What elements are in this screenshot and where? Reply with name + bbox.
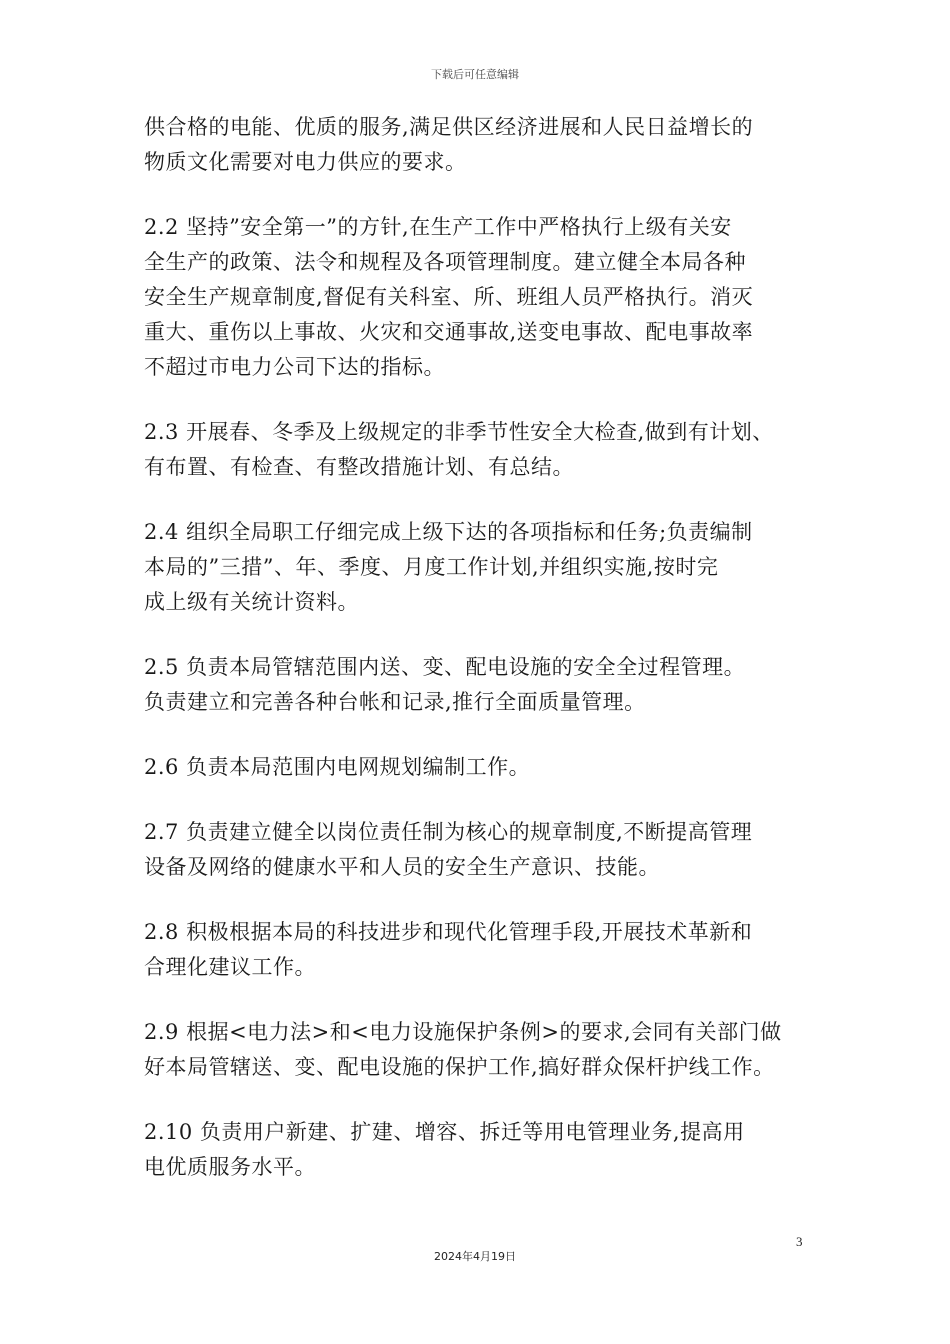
text-line: 2.2 坚持”安全第一”的方针,在生产工作中严格执行上级有关安 bbox=[144, 215, 732, 239]
footer-date: 2024年4月19日 bbox=[434, 1250, 516, 1263]
text-line: 重大、重伤以上事故、火灾和交通事故,送变电事故、配电事故率 bbox=[144, 320, 754, 344]
paragraph bbox=[144, 915, 824, 985]
text-line: 有布置、有检查、有整改措施计划、有总结。 bbox=[144, 455, 574, 479]
text-line: 物质文化需要对电力供应的要求。 bbox=[144, 150, 467, 174]
paragraph bbox=[144, 415, 824, 485]
text-line: 本局的”三措”、年、季度、月度工作计划,并组织实施,按时完 bbox=[144, 555, 719, 579]
text-line: 合理化建议工作。 bbox=[144, 955, 316, 979]
text-line: 2.7 负责建立健全以岗位责任制为核心的规章制度,不断提高管理 bbox=[144, 820, 753, 844]
paragraph bbox=[144, 750, 824, 785]
text-line: 安全生产规章制度,督促有关科室、所、班组人员严格执行。消灭 bbox=[144, 285, 754, 309]
text-line: 全生产的政策、法令和规程及各项管理制度。建立健全本局各种 bbox=[144, 250, 746, 274]
text-line: 2.5 负责本局管辖范围内送、变、配电设施的安全全过程管理。 bbox=[144, 655, 746, 679]
text-line: 2.9 根据<电力法>和<电力设施保护条例>的要求,会同有关部门做 bbox=[144, 1020, 782, 1044]
text-line: 不超过市电力公司下达的指标。 bbox=[144, 355, 445, 379]
text-line: 2.8 积极根据本局的科技进步和现代化管理手段,开展技术革新和 bbox=[144, 920, 753, 944]
text-line: 供合格的电能、优质的服务,满足供区经济进展和人民日益增长的 bbox=[144, 115, 754, 139]
text-line: 好本局管辖送、变、配电设施的保护工作,搞好群众保杆护线工作。 bbox=[144, 1055, 775, 1079]
paragraph bbox=[144, 110, 824, 180]
text-line: 2.6 负责本局范围内电网规划编制工作。 bbox=[144, 755, 531, 779]
paragraph bbox=[144, 210, 824, 385]
text-line: 2.3 开展春、冬季及上级规定的非季节性安全大检查,做到有计划、 bbox=[144, 420, 774, 444]
paragraph bbox=[144, 815, 824, 885]
paragraph bbox=[144, 1115, 824, 1185]
page-number: 3 bbox=[796, 1234, 803, 1249]
paragraph bbox=[144, 1015, 824, 1085]
page-header: 下载后可任意编辑 bbox=[431, 68, 519, 81]
paragraph bbox=[144, 515, 824, 620]
text-line: 负责建立和完善各种台帐和记录,推行全面质量管理。 bbox=[144, 690, 646, 714]
text-line: 2.10 负责用户新建、扩建、增容、拆迁等用电管理业务,提高用 bbox=[144, 1120, 745, 1144]
document-body bbox=[144, 110, 824, 1215]
text-line: 设备及网络的健康水平和人员的安全生产意识、技能。 bbox=[144, 855, 660, 879]
text-line: 电优质服务水平。 bbox=[144, 1155, 316, 1179]
text-line: 2.4 组织全局职工仔细完成上级下达的各项指标和任务;负责编制 bbox=[144, 520, 753, 544]
text-line: 成上级有关统计资料。 bbox=[144, 590, 359, 614]
paragraph bbox=[144, 650, 824, 720]
